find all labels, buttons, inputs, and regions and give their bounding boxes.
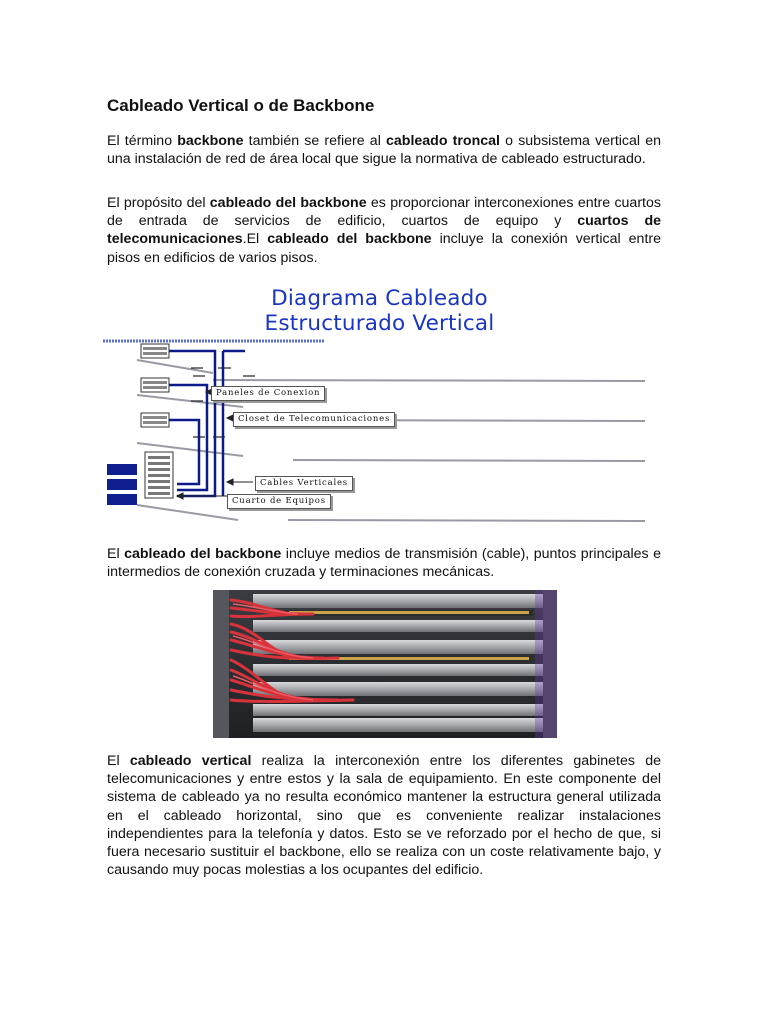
diagram-graphic <box>103 280 648 525</box>
label-telecom-closet: Closet de Telecomunicaciones <box>233 412 395 427</box>
bold-term: cableado del backbone <box>124 546 282 562</box>
patch-panel-illustration <box>213 590 557 738</box>
diagram-title-line-1: Diagrama Cableado <box>271 286 488 311</box>
bold-term: cuartos de telecomunicaciones <box>107 213 662 248</box>
paragraph-backbone-media <box>107 545 661 581</box>
text-run: El término <box>107 133 178 149</box>
bold-term: cableado troncal <box>386 133 500 149</box>
bold-term: cableado del backbone <box>267 231 432 248</box>
text-run: incluye la conexión vertical entre pisos en edificios de varios pisos. <box>107 231 662 266</box>
text-run: .El <box>242 231 268 248</box>
bold-term: cableado del backbone <box>209 195 367 211</box>
diagram-title-line-2: Estructurado Vertical <box>264 311 495 336</box>
text-run: realiza la interconexión entre los diferentes gabinetes de telecomunicaciones y entre estos y la sala de equipamiento. En este componente del sistema de cableado ya no resulta económico mantener la estructura general utilizada en el cableado horizontal, sino que es conveniente realizar instalaciones independientes para la telefonía y datos. Esto se ve reforzado por el hecho de que, si fuera necesario sustituir el backbone, ello se realiza con un coste relativamente bajo, y causando muy pocas molestias a los ocupantes del edificio. <box>107 753 661 879</box>
paragraph-backbone-purpose <box>107 194 661 267</box>
label-vertical-cables: Cables Verticales <box>255 476 353 491</box>
bold-term: backbone <box>177 133 244 149</box>
rack-units <box>107 344 173 505</box>
patch-panel-photo <box>213 590 557 738</box>
text-run: o subsistema vertical en una instalación de red de área local que sigue la normativa de cableado estructurado. <box>107 133 661 168</box>
text-run: El <box>107 546 125 562</box>
text-run: es proporcionar interconexiones entre cuartos de entrada de servicios de edificio, cuartos de equipo y <box>107 195 661 230</box>
text-run: también se refiere al <box>243 133 387 149</box>
text-run: El propósito del <box>107 195 210 211</box>
vertical-cabling-diagram <box>103 280 648 525</box>
bold-term: cableado vertical <box>129 753 252 769</box>
paragraph-backbone-definition <box>107 132 661 168</box>
text-run: El <box>107 753 130 769</box>
text-run: incluye medios de transmisión (cable), puntos principales e intermedios de conexión cruzada y terminaciones mecánicas. <box>107 546 661 581</box>
paragraph-vertical-cabling <box>107 752 661 879</box>
label-patch-panels: Paneles de Conexion <box>211 386 325 401</box>
label-equipment-room: Cuarto de Equipos <box>227 494 331 509</box>
page-title: Cableado Vertical o de Backbone <box>107 96 375 115</box>
